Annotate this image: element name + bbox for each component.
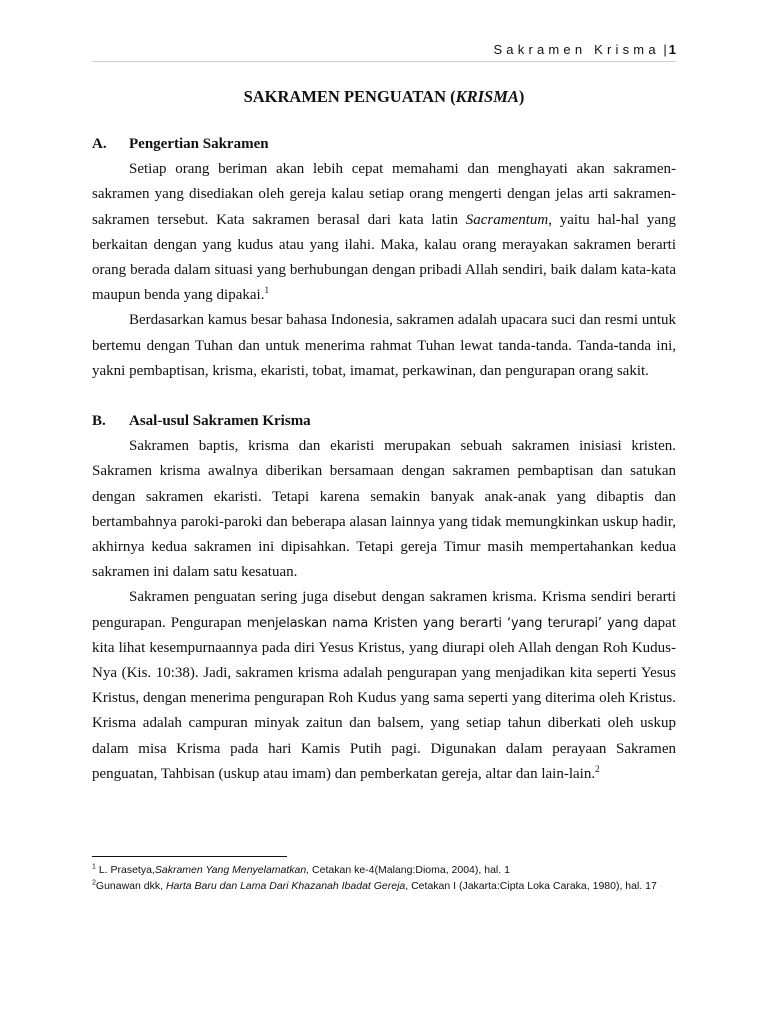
footnote-ref[interactable]: 1 xyxy=(264,285,269,296)
header-rule xyxy=(92,61,676,62)
section-a-heading xyxy=(92,132,676,157)
footnote-ref[interactable]: 2 xyxy=(595,763,600,774)
section-a-number: A. xyxy=(92,136,107,152)
section-b-title: Asal-usul Sakramen Krisma xyxy=(129,413,311,430)
paragraph: Sakramen baptis, krisma dan ekaristi merupakan sebuah sakramen inisiasi kristen. Sakramen krisma awalnya diberikan bersamaan dengan sakramen pembaptisan dan satukan dengan sakramen ekaristi. Tetapi karena semakin banyak anak-anak yang dibaptis dan bertambahnya paroki-paroki dan beberapa alasan lainnya yang tidak memungkinkan uskup hadir, akhirnya kedua sakramen ini dipisahkan. Tetapi gereja Timur masih mempertahankan kedua sakramen ini dalam satu kesatuan. xyxy=(92,438,676,581)
section-b-heading xyxy=(92,409,676,434)
footnote: $^2$Gunawan dkk, Harta Baru dan Lama Dari Khazanah Ibadat Gereja, Cetakan I (Jakarta:Cipta Loka Caraka, 1980), hal. 17 xyxy=(92,879,657,892)
page-body xyxy=(92,84,676,787)
page-number: 1 xyxy=(668,42,676,57)
footnote-rule xyxy=(92,856,287,857)
section-b-number: B. xyxy=(92,413,106,430)
paragraph: Setiap orang beriman akan lebih cepat memahami dan menghayati akan sakramen-sakramen yang disediakan oleh gereja kalau setiap orang mengerti dengan jelas arti sakramen-sakramen tersebut. Kata sakramen berasal dari kata latin Sacramentum, yaitu hal-hal yang berkaitan dengan yang kudus atau yang ilahi. Maka, kalau orang merayakan sakramen berarti orang berada dalam situasi yang berhubungan dengan pribadi Allah sendiri, baik dalam kata-kata maupun benda yang dipakai.$^1$ xyxy=(92,161,676,304)
paragraph: Berdasarkan kamus besar bahasa Indonesia, sakramen adalah upacara suci dan resmi untuk bertemu dengan Tuhan dan untuk menerima rahmat Tuhan lewat tanda-tanda. Tanda-tanda ini, yakni pembaptisan, krisma, ekaristi, tobat, imamat, perkawinan, dan pengurapan orang sakit. xyxy=(92,312,676,379)
paragraph: Sakramen penguatan sering juga disebut dengan sakramen krisma. Krisma sendiri berarti pengurapan. Pengurapan menjelaskan nama Kristen yang berarti ‘yang terurapi’ yang dapat kita lihat kesempurnaannya pada diri Yesus Kristus, yang diurapi oleh Allah dengan Roh Kudus-Nya (Kis. 10:38). Jadi, sakramen krisma adalah pengurapan yang menjadikan kita seperti Yesus Kristus, dengan menerima pengurapan Roh Kudus yang sama seperti yang diterima oleh Kristus. Krisma adalah campuran minyak zaitun dan balsem, yang setiap tahun diberkati oleh uskup dalam misa Krisma pada hari Kamis Putih pagi. Digunakan dalam perayaan Sakramen penguatan, Tahbisan (uskup atau imam) dan pemberkatan gereja, altar dan lain-lain.$^2$ xyxy=(92,589,676,782)
section-a-title: Pengertian Sakramen xyxy=(129,136,269,152)
footnotes xyxy=(92,862,676,894)
latin-term: Sacramentum xyxy=(465,211,549,228)
footnote: $^1$ L. Prasetya,Sakramen Yang Menyelamatkan, Cetakan ke-4(Malang:Dioma, 2004), hal. 1 xyxy=(92,863,510,876)
header-separator: | xyxy=(663,42,667,57)
running-title: Sakramen Krisma xyxy=(493,42,660,57)
document-title: SAKRAMEN PENGUATAN (KRISMA) xyxy=(243,87,525,106)
title-italic: KRISMA xyxy=(455,87,519,106)
running-header xyxy=(493,42,676,57)
